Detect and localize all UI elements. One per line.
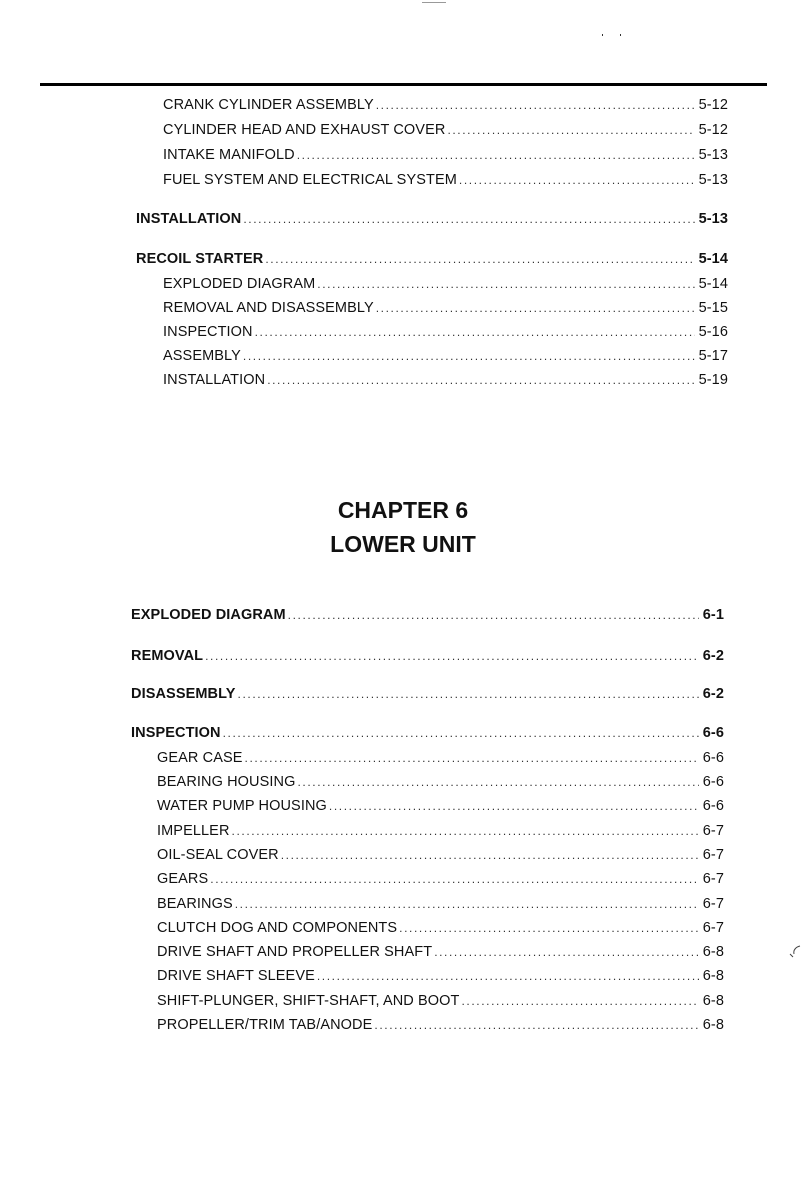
toc-entry-impeller[interactable] bbox=[157, 822, 724, 840]
toc-entry-page: 5-15 bbox=[698, 300, 728, 316]
toc-entry-shift-plunger[interactable] bbox=[157, 992, 724, 1010]
toc-entry-label: INSPECTION bbox=[163, 324, 253, 340]
toc-entry-label: DRIVE SHAFT SLEEVE bbox=[157, 968, 315, 984]
toc-entry-exploded-diagram-6[interactable] bbox=[131, 606, 724, 624]
toc-entry-page: 6-6 bbox=[702, 798, 724, 814]
toc-entry-label: INTAKE MANIFOLD bbox=[163, 147, 295, 163]
toc-entry-page: 6-7 bbox=[702, 871, 724, 887]
toc-entry-page: 5-14 bbox=[698, 251, 728, 267]
toc-entry-page: 5-16 bbox=[698, 324, 728, 340]
dot-leader bbox=[210, 870, 698, 888]
toc-entry-label: CRANK CYLINDER ASSEMBLY bbox=[163, 97, 374, 113]
toc-entry-label: SHIFT-PLUNGER, SHIFT-SHAFT, AND BOOT bbox=[157, 993, 460, 1009]
dot-leader bbox=[265, 250, 694, 268]
toc-entry-propeller-trim-anode[interactable] bbox=[157, 1016, 724, 1034]
toc-entry-assembly[interactable] bbox=[163, 347, 728, 365]
toc-entry-page: 5-13 bbox=[698, 172, 728, 188]
toc-entry-label: WATER PUMP HOUSING bbox=[157, 798, 327, 814]
toc-entry-label: GEAR CASE bbox=[157, 750, 243, 766]
toc-entry-removal-6[interactable] bbox=[131, 647, 724, 665]
toc-entry-fuel-electrical[interactable] bbox=[163, 171, 728, 189]
toc-entry-inspection[interactable] bbox=[163, 323, 728, 341]
toc-entry-page: 6-7 bbox=[702, 896, 724, 912]
toc-entry-label: RECOIL STARTER bbox=[136, 251, 264, 267]
dot-leader bbox=[376, 299, 695, 317]
toc-entry-page: 6-7 bbox=[702, 823, 724, 839]
toc-entry-page: 6-6 bbox=[702, 750, 724, 766]
scan-specks bbox=[602, 34, 622, 37]
dot-leader bbox=[459, 171, 695, 189]
toc-entry-page: 5-14 bbox=[698, 276, 728, 292]
dot-leader bbox=[281, 846, 699, 864]
toc-entry-drive-propeller-shaft[interactable] bbox=[157, 943, 724, 961]
toc-entry-page: 6-7 bbox=[702, 920, 724, 936]
toc-entry-water-pump-housing[interactable] bbox=[157, 797, 724, 815]
dot-leader bbox=[243, 210, 694, 228]
chapter-heading: CHAPTER 6 bbox=[337, 497, 469, 523]
toc-entry-page: 5-19 bbox=[698, 372, 728, 388]
dot-leader bbox=[317, 967, 699, 985]
dot-leader bbox=[232, 822, 699, 840]
dot-leader bbox=[447, 121, 694, 139]
toc-entry-label: OIL-SEAL COVER bbox=[157, 847, 279, 863]
toc-entry-intake-manifold[interactable] bbox=[163, 146, 728, 164]
scan-mark-top bbox=[422, 2, 446, 3]
toc-entry-cylinder-head[interactable] bbox=[163, 121, 728, 139]
toc-entry-page: 5-12 bbox=[698, 122, 728, 138]
dot-leader bbox=[399, 919, 699, 937]
dot-leader bbox=[434, 943, 699, 961]
dot-leader bbox=[245, 749, 699, 767]
dot-leader bbox=[297, 146, 695, 164]
toc-entry-drive-shaft-sleeve[interactable] bbox=[157, 967, 724, 985]
toc-entry-bearings[interactable] bbox=[157, 895, 724, 913]
toc-entry-label: CYLINDER HEAD AND EXHAUST COVER bbox=[163, 122, 446, 138]
toc-entry-removal-disassembly[interactable] bbox=[163, 299, 728, 317]
toc-entry-page: 5-13 bbox=[698, 211, 728, 227]
toc-entry-label: BEARING HOUSING bbox=[157, 774, 296, 790]
toc-entry-page: 6-8 bbox=[702, 968, 724, 984]
dot-leader bbox=[297, 773, 698, 791]
toc-entry-page: 6-1 bbox=[702, 607, 724, 623]
toc-entry-clutch-dog[interactable] bbox=[157, 919, 724, 937]
dot-leader bbox=[267, 371, 694, 389]
dot-leader bbox=[243, 347, 695, 365]
scan-artifact-mark bbox=[788, 944, 802, 960]
toc-entry-label: DRIVE SHAFT AND PROPELLER SHAFT bbox=[157, 944, 433, 960]
dot-leader bbox=[223, 724, 699, 742]
toc-entry-page: 5-13 bbox=[698, 147, 728, 163]
toc-entry-page: 5-17 bbox=[698, 348, 728, 364]
toc-entry-recoil-starter[interactable] bbox=[136, 250, 728, 268]
toc-entry-page: 6-2 bbox=[702, 686, 724, 702]
toc-entry-gears[interactable] bbox=[157, 870, 724, 888]
dot-leader bbox=[205, 647, 699, 665]
dot-leader bbox=[329, 797, 699, 815]
chapter-title: LOWER UNIT bbox=[330, 531, 476, 557]
toc-entry-label: EXPLODED DIAGRAM bbox=[131, 607, 286, 623]
dot-leader bbox=[462, 992, 699, 1010]
dot-leader bbox=[255, 323, 695, 341]
header-rule bbox=[40, 83, 767, 86]
toc-entry-label: IMPELLER bbox=[157, 823, 230, 839]
toc-entry-page: 5-12 bbox=[698, 97, 728, 113]
toc-entry-page: 6-8 bbox=[702, 1017, 724, 1033]
toc-entry-label: ASSEMBLY bbox=[163, 348, 241, 364]
toc-entry-page: 6-6 bbox=[702, 774, 724, 790]
toc-entry-page: 6-6 bbox=[702, 725, 724, 741]
toc-entry-installation[interactable] bbox=[136, 210, 728, 228]
toc-entry-label: DISASSEMBLY bbox=[131, 686, 236, 702]
toc-entry-label: REMOVAL AND DISASSEMBLY bbox=[163, 300, 374, 316]
toc-entry-exploded-diagram[interactable] bbox=[163, 275, 728, 293]
dot-leader bbox=[288, 606, 699, 624]
toc-entry-oil-seal-cover[interactable] bbox=[157, 846, 724, 864]
dot-leader bbox=[376, 96, 695, 114]
toc-entry-label: REMOVAL bbox=[131, 648, 204, 664]
toc-entry-label: GEARS bbox=[157, 871, 209, 887]
toc-entry-label: BEARINGS bbox=[157, 896, 233, 912]
toc-entry-inspection-6[interactable] bbox=[131, 724, 724, 742]
toc-entry-label: INSTALLATION bbox=[136, 211, 242, 227]
toc-entry-page: 6-8 bbox=[702, 993, 724, 1009]
toc-entry-label: INSTALLATION bbox=[163, 372, 266, 388]
toc-entry-page: 6-7 bbox=[702, 847, 724, 863]
toc-entry-crank-cylinder-assembly[interactable] bbox=[163, 96, 728, 114]
toc-entry-installation-sub[interactable] bbox=[163, 371, 728, 389]
dot-leader bbox=[374, 1016, 698, 1034]
toc-entry-label: EXPLODED DIAGRAM bbox=[163, 276, 316, 292]
dot-leader bbox=[238, 685, 699, 703]
toc-entry-label: INSPECTION bbox=[131, 725, 221, 741]
toc-entry-disassembly-6[interactable] bbox=[131, 685, 724, 703]
toc-entry-gear-case[interactable] bbox=[157, 749, 724, 767]
toc-entry-label: CLUTCH DOG AND COMPONENTS bbox=[157, 920, 398, 936]
toc-entry-label: FUEL SYSTEM AND ELECTRICAL SYSTEM bbox=[163, 172, 457, 188]
toc-entry-label: PROPELLER/TRIM TAB/ANODE bbox=[157, 1017, 373, 1033]
dot-leader bbox=[235, 895, 699, 913]
dot-leader bbox=[317, 275, 694, 293]
toc-entry-page: 6-8 bbox=[702, 944, 724, 960]
toc-entry-bearing-housing[interactable] bbox=[157, 773, 724, 791]
toc-entry-page: 6-2 bbox=[702, 648, 724, 664]
